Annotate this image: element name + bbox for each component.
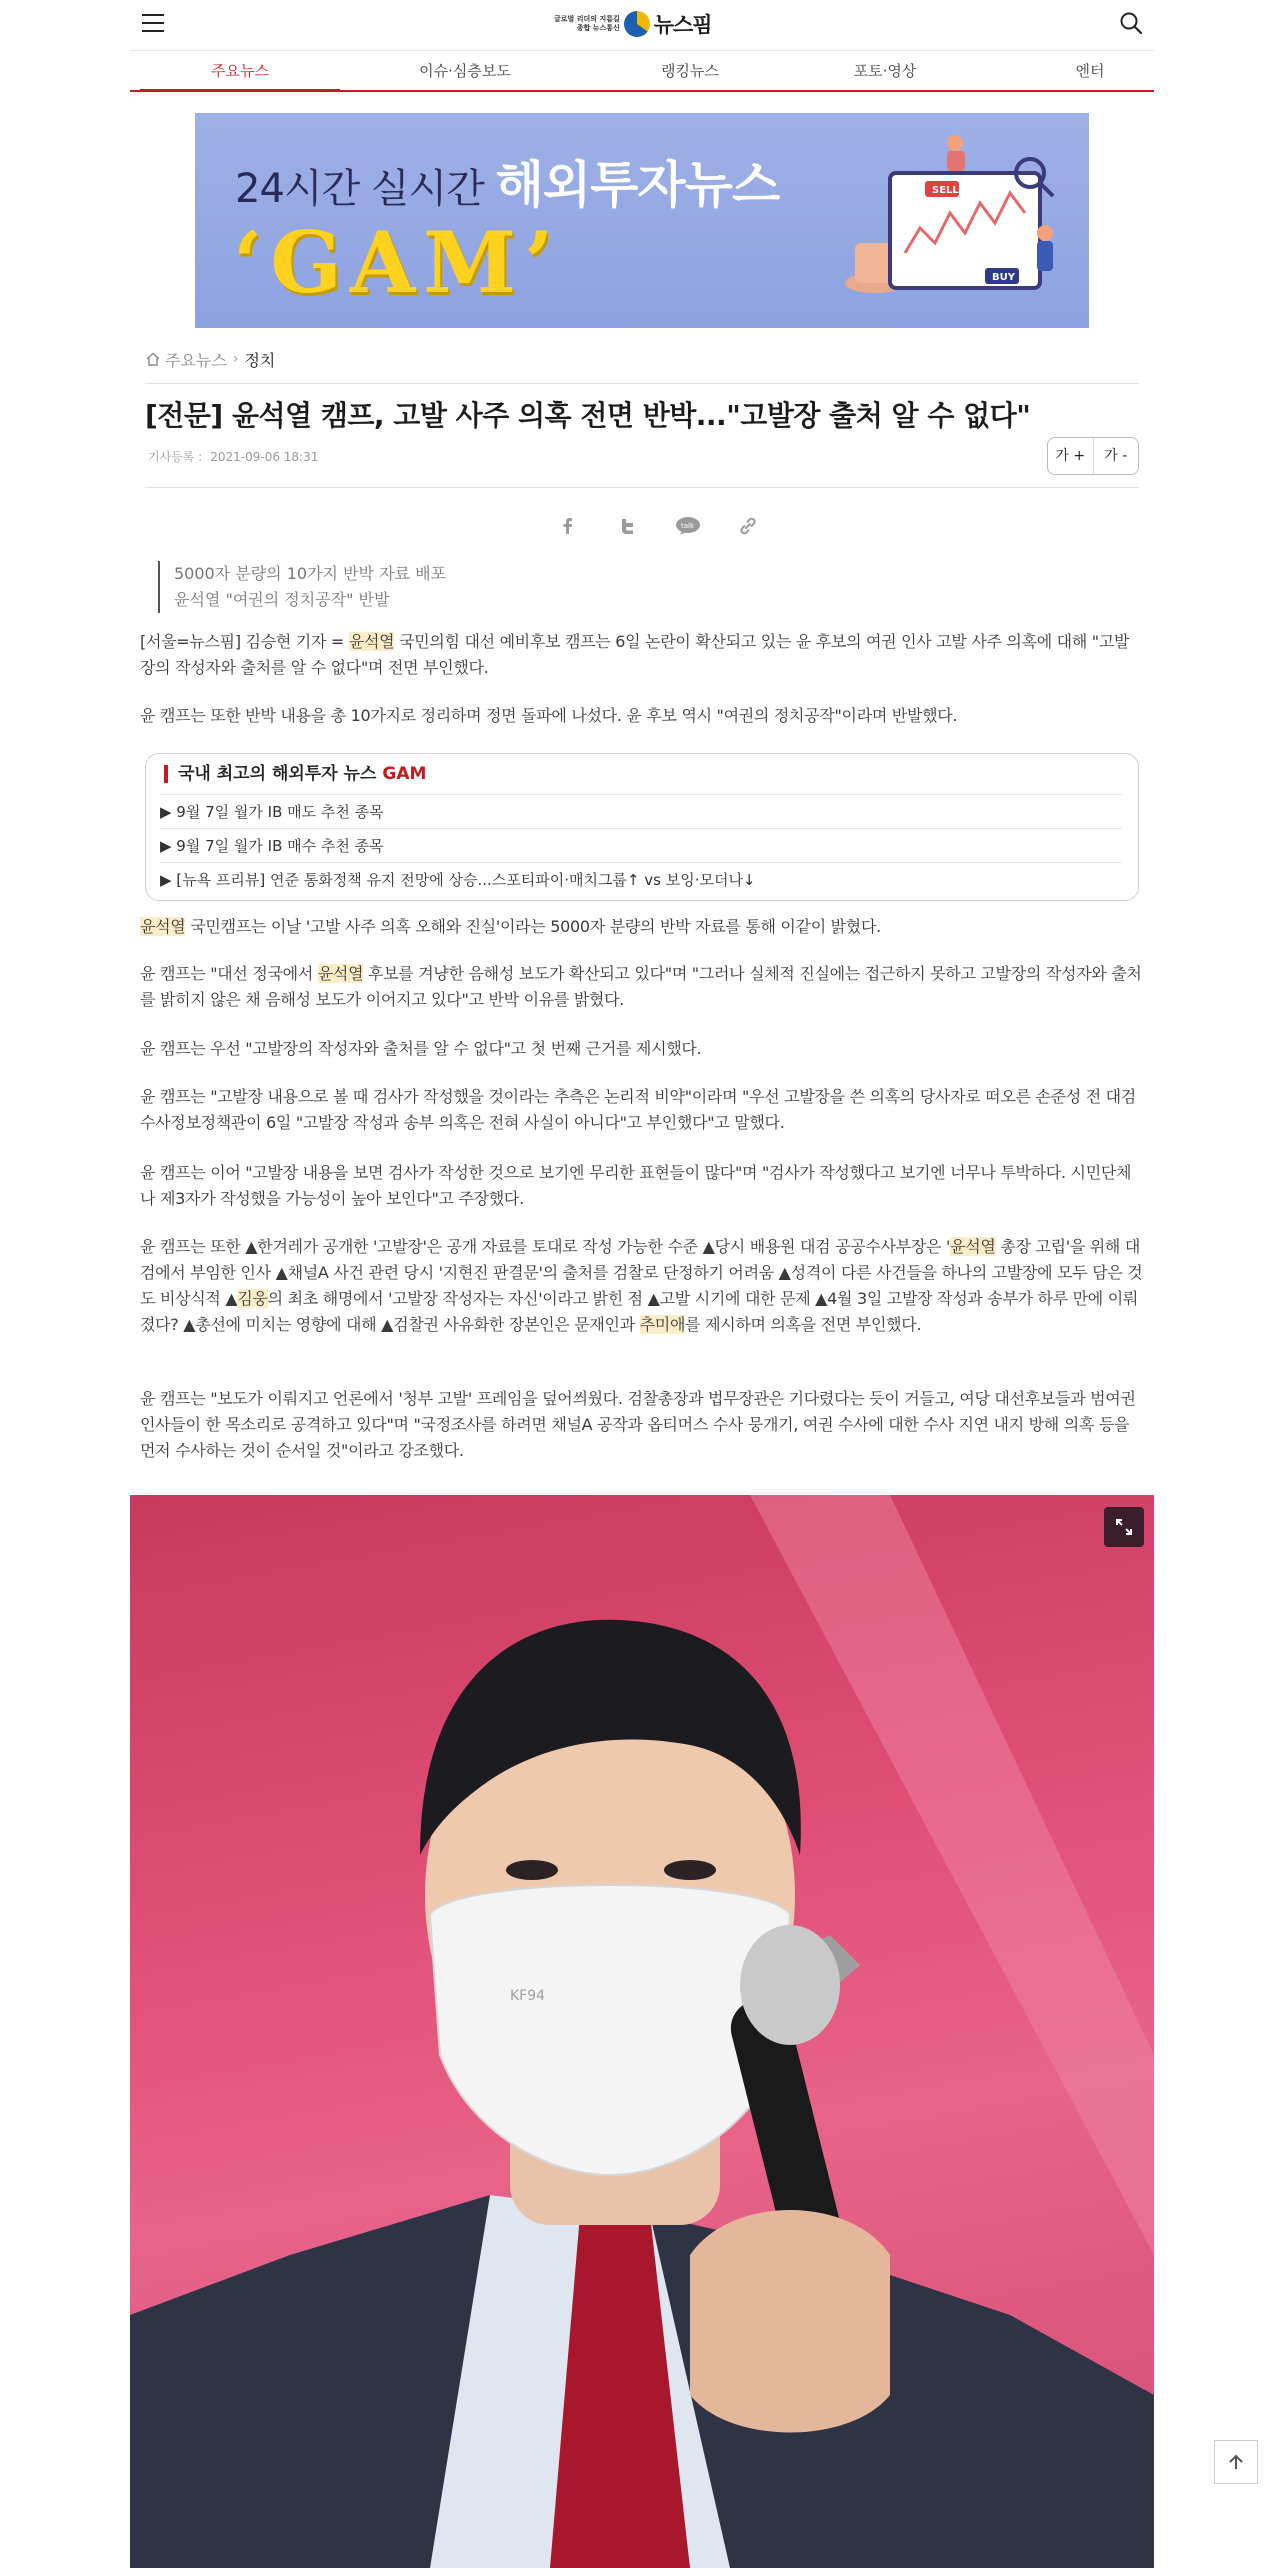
gam-ad-banner[interactable] [195,113,1089,328]
article-paragraph: 윤 캠프는 "고발장 내용으로 볼 때 검사가 작성했을 것이라는 추측은 논리적 비약"이라며 "우선 고발장을 쓴 의혹의 당사자로 떠오른 손준성 전 대검 수사정보정책관이 6일 "고발장 작성과 송부 의혹은 전혀 사실이 아니다"고 부인했다"고 말했다. [140,1087,1136,1132]
article-date: 기사등록 : 2021-09-06 18:31 [148,450,319,464]
article-paragraph: 윤석열 국민캠프는 이날 '고발 사주 의혹 오해와 진실'이라는 5000자 분량의 반박 자료를 통해 이같이 밝혔다. [140,917,881,936]
link-icon[interactable] [718,508,778,544]
content-column [130,0,1154,2568]
chevron-right-icon: › [232,351,239,367]
article-headline: [전문] 윤석열 캠프, 고발 사주 의혹 전면 반박..."고발장 출처 알 수 없다" [145,399,1031,432]
expand-icon[interactable] [1104,1507,1144,1547]
hamburger-icon[interactable] [142,14,164,32]
svg-text:talk: talk [681,522,695,530]
share-bar [538,508,778,544]
nav-tab-main-news[interactable]: 주요뉴스 [140,51,340,91]
keyword-highlight[interactable]: 추미애 [639,1315,686,1334]
font-size-controls [1047,437,1139,475]
keyword-highlight[interactable]: 김웅 [237,1289,268,1308]
keyword-highlight[interactable]: 윤석열 [950,1237,996,1256]
font-decrease-button[interactable]: 가 - [1093,438,1139,474]
banner-brand: ‘GAM’ [233,213,562,312]
gam-link[interactable]: ▶ 9월 7일 월가 IB 매수 추천 종목 [160,828,1122,862]
person-photo-illustration [130,1495,1154,2568]
site-logo[interactable] [554,10,712,38]
article-paragraph: [서울=뉴스핌] 김승현 기자 = 윤석열 국민의힘 대선 예비후보 캠프는 6일 논란이 확산되고 있는 윤 후보의 여권 인사 고발 사주 의혹에 대해 "고발장의 작성자와 출처를 알 수 없다"며 전면 부인했다. [140,632,1130,677]
article-paragraph: 윤 캠프는 우선 "고발장의 작성자와 출처를 알 수 없다"고 첫 번째 근거를 제시했다. [140,1039,702,1058]
home-icon[interactable] [145,351,161,367]
article-paragraph: 윤 캠프는 이어 "고발장 내용을 보면 검사가 작성한 것으로 보기엔 무리한 표현들이 많다"며 "검사가 작성했다고 보기엔 너무나 투박하다. 시민단체나 제3자가 작성했을 가능성이 높아 보인다"고 주장했다. [140,1163,1132,1208]
arrow-up-icon[interactable] [1214,2440,1258,2484]
subtitle-line: 윤석열 "여권의 정치공작" 반발 [174,590,390,609]
breadcrumb-parent[interactable]: 주요뉴스 [165,350,227,370]
facebook-icon[interactable] [538,508,598,544]
gam-related-box [145,753,1139,901]
logo-tagline: 글로벌 리더의 지름길 종합 뉴스통신 [554,15,620,32]
keyword-highlight[interactable]: 윤석열 [348,632,395,651]
mask-label: KF94 [510,1988,546,2004]
logo-text: 뉴스핌 [653,13,712,37]
article-paragraph: 윤 캠프는 또한 반박 내용을 총 10가지로 정리하며 정면 돌파에 나섰다. 윤 후보 역시 "여권의 정치공작"이라며 반발했다. [140,706,958,725]
nav-tab-ranking[interactable]: 랭킹뉴스 [661,62,719,80]
keyword-highlight[interactable]: 윤석열 [317,964,364,983]
twitter-icon[interactable] [598,508,658,544]
talk-icon[interactable] [658,508,718,544]
banner-buy-label: BUY [992,272,1015,283]
article-paragraph: 윤 캠프는 또한 ▲한겨레가 공개한 '고발장'은 공개 자료를 토대로 작성 가능한 수준 ▲당시 배용원 대검 공공수사부장은 '윤석열 총장 고립'을 위해 대검에서 부임한 인사 ▲채널A 사건 관련 당시 '지현진 판결문'의 출처를 검찰로 단정하기 어려움 ▲성격이 다른 사건들을 하나의 고발장에 모두 담은 것도 비상식적 ▲김웅의 최초 해명에서 '고발장 작성자는 자신'이라고 밝힌 점 ▲고발 시기에 대한 문제 ▲4월 3일 고발장 작성과 송부가 하루 만에 이뤄졌다? ▲총선에 미치는 영향에 대해 ▲검찰권 사유화한 장본인은 문재인과 추미애를 제시하며 의혹을 전면 부인했다. [140,1237,1143,1334]
banner-headline: 24시간 실시간 해외투자뉴스 [235,156,780,214]
banner-chart-illustration [835,133,1065,313]
breadcrumb-current[interactable]: 정치 [244,350,276,370]
subtitle-line: 5000자 분량의 10가지 반박 자료 배포 [174,564,446,583]
article-paragraph: 윤 캠프는 "대선 정국에서 윤석열 후보를 겨냥한 음해성 보도가 확산되고 있다"며 "그러나 실체적 진실에는 접근하지 못하고 고발장의 작성자와 출처를 밝히지 않은 채 음해성 보도가 이어지고 있다"고 반박 이유를 밝혔다. [140,964,1142,1009]
nav-tab-photo-video[interactable]: 포토·영상 [853,62,917,80]
nav-tab-issues[interactable]: 이슈·심층보도 [419,62,511,80]
gam-link[interactable]: ▶ 9월 7일 월가 IB 매도 추천 종목 [160,794,1122,828]
search-icon[interactable] [1118,10,1144,36]
breadcrumb [145,346,275,372]
keyword-highlight[interactable]: 윤석열 [140,917,186,936]
article-subtitles [158,561,446,613]
banner-sell-label: SELL [932,185,959,196]
top-bar [130,0,1154,48]
logo-mark-icon [624,11,650,37]
divider [145,487,1139,488]
article-paragraph: 윤 캠프는 "보도가 이뤄지고 언론에서 '청부 고발' 프레임을 덮어씌웠다. 검찰총장과 법무장관은 기다렸다는 듯이 거들고, 여당 대선후보들과 범여권 인사들이 한 목소리로 공격하고 있다"며 "국정조사를 하려면 채널A 공작과 옵티머스 수사 뭉개기, 여권 수사에 대한 수사 지연 내지 방해 의혹 등을 먼저 수사하는 것이 순서일 것"이라고 강조했다. [140,1389,1136,1460]
main-nav [130,50,1154,92]
nav-tab-entertainment[interactable]: 엔터 [1075,62,1105,80]
divider [145,383,1139,384]
font-increase-button[interactable]: 가 + [1055,448,1086,464]
article-photo [130,1495,1154,2568]
gam-link[interactable]: ▶ [뉴욕 프리뷰] 연준 통화정책 유지 전망에 상승...스포티파이·매치그룹↑ vs 보잉·모더나↓ [160,862,1122,896]
gam-box-title: 국내 최고의 해외투자 뉴스 GAM [164,765,426,783]
